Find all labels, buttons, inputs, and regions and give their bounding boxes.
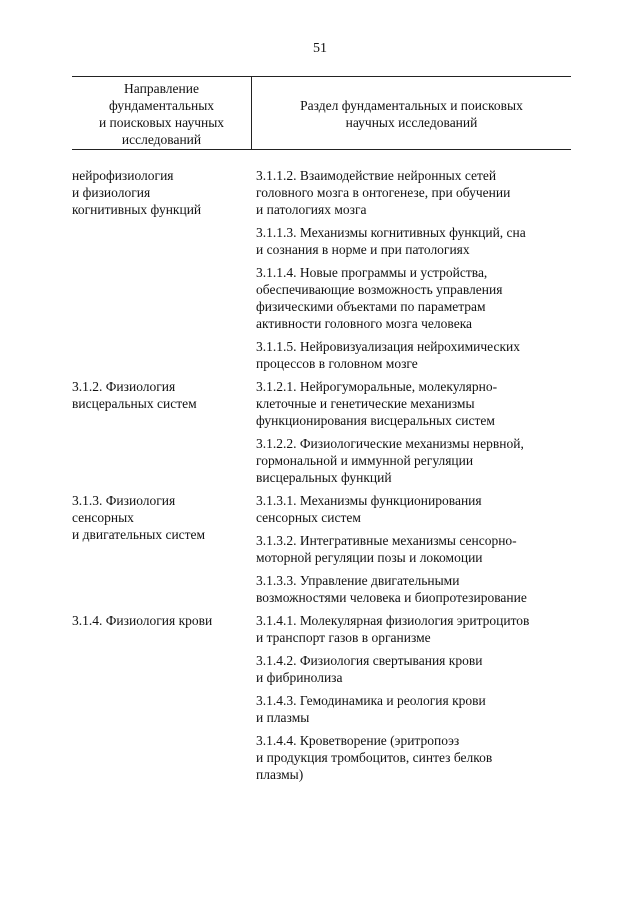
research-section-item	[256, 224, 571, 258]
research-section-line: головного мозга в онтогенезе, при обучении	[256, 185, 511, 200]
header-direction-line: фундаментальных	[108, 98, 215, 113]
research-section-item	[256, 492, 571, 526]
header-section-column	[252, 97, 571, 131]
research-section-item	[256, 167, 571, 218]
research-section-line: 3.1.4.1. Молекулярная физиология эритроцитов	[256, 613, 530, 628]
research-section-item	[256, 338, 571, 372]
research-section-item	[256, 378, 571, 429]
research-section-line: 3.1.1.5. Нейровизуализация нейрохимических	[256, 339, 520, 354]
research-section-line: плазмы)	[256, 767, 304, 782]
header-direction-line: и поисковых научных	[98, 115, 225, 130]
header-direction-line: Направление	[124, 81, 199, 96]
research-direction-line: висцеральных систем	[72, 396, 197, 411]
research-sections-cell	[256, 492, 571, 612]
research-section-line: 3.1.1.2. Взаимодействие нейронных сетей	[256, 168, 497, 183]
research-section-item	[256, 732, 571, 783]
research-section-line: и патологиях мозга	[256, 202, 367, 217]
research-sections-cell	[256, 612, 571, 789]
research-direction-line: сенсорных	[72, 510, 134, 525]
research-section-line: 3.1.3.1. Механизмы функционирования	[256, 493, 482, 508]
research-section-line: моторной регуляции позы и локомоции	[256, 550, 483, 565]
research-section-item	[256, 264, 571, 332]
research-section-item	[256, 652, 571, 686]
table-header	[72, 76, 571, 150]
research-section-item	[256, 435, 571, 486]
research-section-line: 3.1.2.1. Нейрогуморальные, молекулярно-	[256, 379, 498, 394]
research-sections-cell	[256, 378, 571, 492]
research-section-line: физическими объектами по параметрам	[256, 299, 486, 314]
research-section-line: 3.1.4.3. Гемодинамика и реология крови	[256, 693, 486, 708]
research-direction-cell	[72, 612, 256, 789]
research-direction-cell	[72, 167, 256, 378]
table-row-group	[72, 612, 571, 789]
table-row-group	[72, 492, 571, 612]
research-section-line: 3.1.3.3. Управление двигательными	[256, 573, 460, 588]
table-body	[72, 150, 571, 789]
research-direction-line: когнитивных функций	[72, 202, 202, 217]
research-section-item	[256, 612, 571, 646]
research-section-item	[256, 692, 571, 726]
research-directions-table	[72, 76, 571, 789]
research-section-line: активности головного мозга человека	[256, 316, 473, 331]
research-section-line: 3.1.4.4. Кроветворение (эритропоэз	[256, 733, 460, 748]
research-section-line: 3.1.2.2. Физиологические механизмы нервной,	[256, 436, 524, 451]
research-direction-line: 3.1.2. Физиология	[72, 379, 176, 394]
research-section-item	[256, 572, 571, 606]
research-section-line: 3.1.4.2. Физиология свертывания крови	[256, 653, 483, 668]
header-direction-column	[72, 80, 251, 148]
research-section-line: гормональной и иммунной регуляции	[256, 453, 474, 468]
research-direction-line: нейрофизиология	[72, 168, 174, 183]
research-section-line: процессов в головном мозге	[256, 356, 418, 371]
research-section-line: обеспечивающие возможность управления	[256, 282, 503, 297]
research-section-line: сенсорных систем	[256, 510, 361, 525]
research-direction-cell	[72, 378, 256, 492]
research-section-item	[256, 532, 571, 566]
page-number: 51	[313, 41, 327, 56]
header-section-line: научных исследований	[345, 115, 478, 130]
research-section-line: функционирования висцеральных систем	[256, 413, 495, 428]
research-section-line: 3.1.1.3. Механизмы когнитивных функций, сна	[256, 225, 526, 240]
research-section-line: висцеральных функций	[256, 470, 392, 485]
research-direction-line: и двигательных систем	[72, 527, 206, 542]
research-direction-line: 3.1.4. Физиология крови	[72, 613, 213, 628]
research-section-line: и фибринолиза	[256, 670, 343, 685]
research-section-line: и сознания в норме и при патологиях	[256, 242, 470, 257]
research-direction-line: 3.1.3. Физиология	[72, 493, 176, 508]
research-direction-cell	[72, 492, 256, 612]
research-section-line: 3.1.3.2. Интегративные механизмы сенсорно-	[256, 533, 517, 548]
research-section-line: возможностями человека и биопротезирование	[256, 590, 527, 605]
research-section-line: и продукция тромбоцитов, синтез белков	[256, 750, 493, 765]
research-section-line: и транспорт газов в организме	[256, 630, 431, 645]
table-row-group	[72, 167, 571, 378]
header-direction-line: исследований	[121, 132, 202, 147]
research-sections-cell	[256, 167, 571, 378]
research-section-line: и плазмы	[256, 710, 310, 725]
research-section-line: клеточные и генетические механизмы	[256, 396, 475, 411]
research-section-line: 3.1.1.4. Новые программы и устройства,	[256, 265, 488, 280]
table-row-group	[72, 378, 571, 492]
header-section-line: Раздел фундаментальных и поисковых	[300, 98, 523, 113]
research-direction-line: и физиология	[72, 185, 151, 200]
